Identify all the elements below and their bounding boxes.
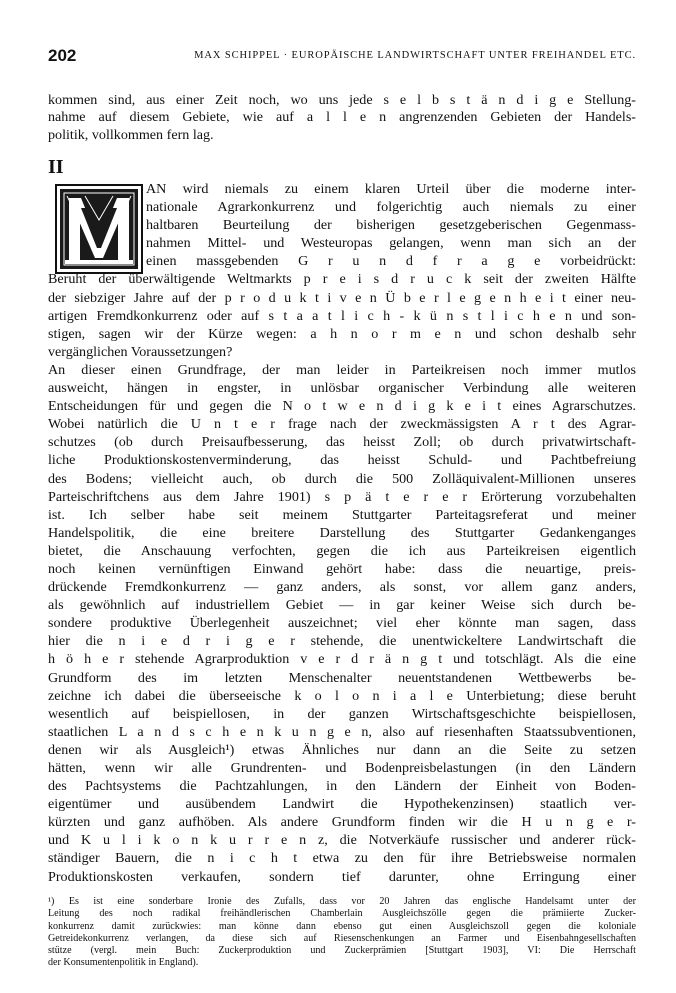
text-line: schutzes (ob durch Preisaufbesserung, das heisst Zoll; ob durch privatwirtschaft- (48, 434, 636, 451)
intro-paragraph (48, 92, 636, 144)
footnote-line: konkurrenz damit zurückwies: man könne dann ebenso gut einen Ausgleichszoll gegen die koloniale (48, 920, 636, 932)
text-line: einen massgebenden G r u n d f r a g e vorbeidrückt: (146, 253, 636, 270)
text-line: stigen, sagen wir der Kürze wegen: a h n o r m e n und schon deshalb sehr (48, 325, 636, 342)
text-line: sondere produktive Überlegenheit auszeichnet; viel eher könnte man sagen, dass (48, 615, 636, 632)
footnotes (48, 896, 636, 970)
page-number: 202 (48, 46, 77, 65)
text-line: Parteischriftchens aus dem Jahre 1901) s p ä t e r e r Erörterung vorzubehalten (48, 488, 636, 505)
text-line: Wobei natürlich die U n t e r frage nach der zweckmässigsten A r t des Agrar- (48, 416, 636, 433)
text-line: An dieser einen Grundfrage, der man leider in Parteikreisen noch immer mutlos (48, 361, 636, 378)
footnote-line: Getreidekonkurrenz verlangen, da diese sich auf Riesenschenkungen an Farmer und Eisenbahngesellschaften (48, 932, 636, 944)
text-line: h ö h e r stehende Agrarproduktion v e r d r ä n g t und totschlägt. Als die eine (48, 651, 636, 668)
footnote-line: ¹) Es ist eine sonderbare Ironie des Zufalls, dass vor 20 Jahren das englische Handelsamt unter der (48, 896, 636, 907)
text-line: drückende Fremdkonkurrenz — ganz anders, als sonst, vor allem ganz anders, (48, 579, 636, 596)
text-line: Beruht der überwältigende Weltmarkts p r e i s d r u c k seit der zweiten Hälfte (48, 271, 636, 288)
text-line: artigen Fremdkonkurrenz oder auf s t a a t l i c h - k ü n s t l i c h e n und son- (48, 307, 636, 324)
text-line: ausweicht, hängen in engster, in unlösbar organischer Verbindung alle weiteren (48, 380, 636, 397)
text-line: nahme auf diesem Gebiete, wie auf a l l e n angrenzenden Gebieten der Handels- (48, 109, 636, 126)
footnote-line: der Konsumentenpolitik in England). (48, 957, 199, 969)
text-line: AN wird niemals zu einem klaren Urteil über die moderne inter- (146, 181, 636, 197)
text-line: staatlichen L a n d s c h e n k u n g e n, also auf riesenhaften Staatssubventionen, (48, 723, 636, 740)
text-line: wesentlich auf beispiellosen, in der ganzen Wirtschaftsgeschichte beispiellosen, (48, 705, 636, 722)
text-line: als gewöhnlich auf industriellem Gebiet — in gar keiner Weise sich durch be- (48, 597, 636, 614)
text-line: eigentümer und ausübendem Landwirt die Hypothekenzinsen) staatlich ver- (48, 796, 636, 813)
text-line: Handelspolitik, die eine breitere Darstellung des Stuttgarter Gedankenganges (48, 524, 636, 541)
text-line: des Pachtsystems die Pachtzahlungen, in den Ländern der Einheit von Boden- (48, 778, 636, 795)
text-line: denen wir als Ausgleich¹) etwas Ähnliches nur dann an die Seite zu setzen (48, 741, 636, 758)
text-line: Produktionskosten verkaufen, sondern tief darunter, ohne Erringung einer (48, 868, 636, 885)
main-paragraph (48, 180, 636, 886)
text-line: nahmen Mittel- und Westeuropas gelangen, wenn man sich an der (146, 235, 636, 252)
text-line: hier die n i e d r i g e r stehende, die unentwickeltere Landwirtschaft die (48, 633, 636, 650)
text-line: hätten, wenn wir alle Grundrenten- und Bodenpreisbelastungen (in den Ländern (48, 760, 636, 776)
section-number: II (48, 156, 64, 178)
text-line: ständiger Bauern, die n i c h t etwa zu den für ihre Betriebsweise normalen (48, 850, 636, 867)
text-line: nationale Agrarkonkurrenz und folgerichtig auch niemals zu einer (146, 199, 636, 216)
text-line: politik, vollkommen fern lag. (48, 126, 214, 143)
text-line: bietet, die Anschauung verfochten, gegen die ich aus Parteikreisen eigentlich (48, 542, 636, 559)
footnote-line: Leitung des noch radikal freihändlerischen Chamberlain Ausgleichszölle gegen die prämiierte Zucker- (48, 908, 636, 920)
running-head-title: MAX SCHIPPEL · EUROPÄISCHE LANDWIRTSCHAFT UNTER FREIHANDEL ETC. (194, 50, 636, 61)
footnote-line: stütze (vergl. mein Buch: Zuckerproduktion und Zuckerprämien [Stuttgart 1903], VI: Die Herrschaft (48, 945, 636, 957)
text-line: vergänglichen Voraussetzungen? (48, 343, 233, 360)
text-line: kommen sind, aus einer Zeit noch, wo uns jede s e l b s t ä n d i g e Stellung- (48, 92, 636, 108)
text-line: und K u l i k o n k u r r e n z, die Notverkäufe russischer und anderer rück- (48, 832, 636, 849)
text-line: der siebziger Jahre auf der p r o d u k t i v e n Ü b e r l e g e n h e i t einer neu- (48, 289, 636, 306)
text-line: zeichne ich dabei die überseeische k o l o n i a l e Unterbietung; diese beruht (48, 687, 636, 704)
text-line: kürzten und ganz aufhöben. Als andere Grundform finden wir die H u n g e r- (48, 814, 636, 831)
text-line: liche Produktionskostenverminderung, das heisst Schuld- und Pachtbefreiung (48, 452, 636, 469)
text-line: Grundform des im letzten Menschenalter neuentstandenen Wettbewerbs be- (48, 669, 636, 686)
text-line: ist. Ich selber habe seit meinem Stuttgarter Parteitagsreferat und meiner (48, 506, 636, 523)
text-line: des Bodens; vielleicht auch, ob durch die 500 Zolläquivalent-Millionen unseres (48, 470, 636, 487)
running-head (48, 46, 636, 72)
text-line: noch keinen vernünftigen Einwand gehört habe: dass die neuartige, preis- (48, 560, 636, 577)
text-line: haltbaren Beurteilung der bisherigen gesetzgeberischen Gegenmass- (146, 217, 636, 234)
text-line: Entscheidungen für und gegen die N o t w e n d i g k e i t eines Agrarschutzes. (48, 398, 636, 415)
